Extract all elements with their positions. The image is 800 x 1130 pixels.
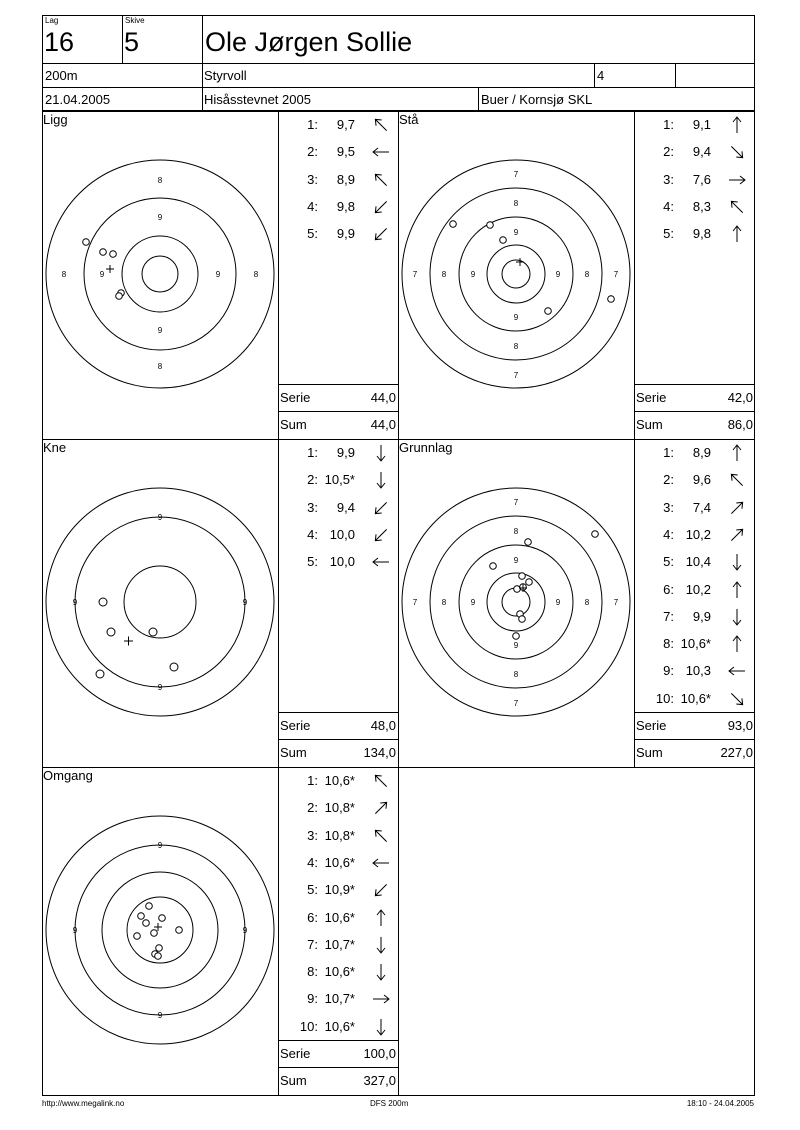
shot-row [634,609,754,627]
direction-arrow-icon [372,171,390,189]
shot-hole [151,930,158,937]
shot-number: 4: [663,526,674,542]
shot-hole [138,913,145,920]
shot-number: 9: [663,663,674,679]
header-divider [594,63,595,87]
shot-score: 10,5* [324,472,355,488]
ring-label: 8 [513,199,519,208]
shot-score: 9,7 [336,117,355,132]
shot-row [634,582,754,600]
direction-arrow-icon [728,471,746,489]
shot-hole [490,563,497,570]
footer-url: http://www.megalink.no [42,1099,125,1108]
shot-number: 2: [307,144,318,160]
direction-arrow-icon [728,526,746,544]
serie-value: 48,0 [370,718,396,733]
direction-arrow-icon [372,499,390,517]
ring-label: 9 [72,598,78,607]
direction-arrow-icon [728,444,746,462]
target-sta [398,126,634,436]
ring-label: 9 [555,598,561,607]
shot-row [278,828,398,846]
ring-label: 9 [157,213,163,222]
shot-row [634,663,754,681]
group-center-mark [516,258,524,266]
target-grunnlag [398,454,634,764]
shot-row [634,117,754,135]
ring-label: 7 [513,170,519,179]
ring-label: 9 [513,228,519,237]
shot-score: 10,6* [324,909,355,925]
direction-arrow-icon [372,1018,390,1036]
shot-number: 8: [663,636,674,652]
sum-label: Sum [636,745,663,760]
direction-arrow-icon [372,116,390,134]
shot-score: 9,4 [336,499,355,515]
grid-divider [278,739,398,740]
ring-label: 9 [555,270,561,279]
shot-row [634,636,754,654]
direction-arrow-icon [728,581,746,599]
event-name: Hisåsstevnet 2005 [204,92,311,107]
ring-label: 9 [513,641,519,650]
shot-hole [514,586,521,593]
shot-number: 4: [307,526,318,542]
footer-program: DFS 200m [370,1099,409,1108]
group-center-mark [106,265,114,273]
shot-hole [519,616,526,623]
ring-label: 9 [72,926,78,935]
shot-score: 7,4 [692,499,711,515]
serie-label: Serie [280,1046,311,1061]
shot-row [278,800,398,818]
shot-row [278,500,398,518]
shot-hole [487,222,494,229]
shot-number: 1: [663,117,674,132]
direction-arrow-icon [728,553,746,571]
shot-number: 6: [663,581,674,597]
shot-score: 10,0 [329,526,355,542]
serie-value: 44,0 [370,390,396,405]
shot-score: 10,4 [685,554,711,570]
section-title: Kne [43,440,67,455]
shot-number: 1: [307,773,318,788]
shot-row [278,773,398,791]
shot-hole [156,945,163,952]
sum-value: 134,0 [363,745,396,760]
shot-hole [149,628,157,636]
shot-score: 9,6 [692,472,711,488]
section-title: Ligg [43,112,68,127]
shot-hole [146,903,153,910]
ring-label: 7 [613,270,619,279]
section-title: Grunnlag [399,440,453,455]
ring-label: 9 [470,270,476,279]
ring-label: 8 [513,527,519,536]
shot-score: 8,9 [336,171,355,187]
section-title: Omgang [43,768,93,783]
shot-hole [519,573,526,580]
shot-row [278,991,398,1009]
shot-row [634,691,754,709]
shot-row [278,937,398,955]
sum-label: Sum [636,417,663,432]
shot-row [278,910,398,928]
grid-divider [634,739,755,740]
shot-hole [159,915,166,922]
direction-arrow-icon [728,635,746,653]
shot-number: 10: [299,1018,318,1034]
shot-row [634,500,754,518]
direction-arrow-icon [372,854,390,872]
shot-number: 3: [307,499,318,515]
skive-value: 5 [124,27,140,57]
shot-number: 3: [307,827,318,843]
direction-arrow-icon [372,526,390,544]
direction-arrow-icon [728,143,746,161]
group-center-mark [124,637,133,646]
ring-label: 7 [513,498,519,507]
shot-number: 4: [307,198,318,214]
shot-hole [170,663,178,671]
serie-label: Serie [636,390,667,405]
ring-label: 7 [412,598,418,607]
direction-arrow-icon [728,499,746,517]
shot-row [278,117,398,135]
direction-arrow-icon [372,881,390,899]
shot-row [634,226,754,244]
shot-score: 10,7* [324,991,355,1007]
ring-label: 9 [242,598,248,607]
shot-score: 10,2 [685,526,711,542]
serie-label: Serie [280,390,311,405]
grid-divider [278,1067,398,1068]
direction-arrow-icon [372,471,390,489]
shot-hole [143,920,150,927]
shot-hole [545,308,552,315]
shot-hole [83,239,90,246]
direction-arrow-icon [372,553,390,571]
shot-row [278,199,398,217]
shot-hole [116,293,123,300]
direction-arrow-icon [728,225,746,243]
direction-arrow-icon [372,909,390,927]
shot-score: 10,6* [680,690,711,706]
direction-arrow-icon [372,198,390,216]
skive-label: Skive [125,16,145,25]
shot-number: 5: [307,554,318,570]
ring-label: 8 [584,598,590,607]
ring-label: 9 [215,270,221,279]
shot-hole [134,933,141,940]
direction-arrow-icon [728,171,746,189]
ring-label: 9 [157,326,163,335]
direction-arrow-icon [372,936,390,954]
ring-label: 9 [513,313,519,322]
shot-row [278,445,398,463]
ring-label: 8 [441,270,447,279]
sum-value: 227,0 [720,745,753,760]
shot-score: 9,1 [692,117,711,132]
serie-label: Serie [636,718,667,733]
ring-label: 9 [157,1011,163,1020]
shot-hole [608,296,615,303]
shot-number: 2: [663,144,674,160]
section-title: Stå [399,112,419,127]
shot-row [634,172,754,190]
ring-label: 8 [584,270,590,279]
shot-row [634,199,754,217]
direction-arrow-icon [728,608,746,626]
ring-label: 9 [157,841,163,850]
ring-label: 9 [470,598,476,607]
shot-row [278,882,398,900]
shot-hole [450,221,457,228]
direction-arrow-icon [372,799,390,817]
shot-number: 5: [307,226,318,242]
shot-number: 7: [663,608,674,624]
shot-number: 3: [663,171,674,187]
header-divider [42,63,755,64]
shot-score: 8,9 [692,445,711,460]
ring-label: 7 [513,371,519,380]
shot-hole [155,953,162,960]
shot-hole [592,531,599,538]
direction-arrow-icon [728,690,746,708]
shot-score: 10,7* [324,936,355,952]
ring-label: 9 [513,556,519,565]
shot-hole [513,633,520,640]
shot-row [278,144,398,162]
shot-hole [99,598,107,606]
header-divider [42,87,755,88]
serie-value: 100,0 [363,1046,396,1061]
shot-score: 9,9 [336,445,355,460]
ring-label: 7 [412,270,418,279]
club-name: Buer / Kornsjø SKL [481,92,593,107]
ring-label: 8 [441,598,447,607]
shot-number: 6: [307,909,318,925]
shot-number: 8: [307,964,318,980]
shot-number: 4: [307,854,318,870]
shot-score: 10,3 [685,663,711,679]
shot-score: 10,8* [324,827,355,843]
class-name: Styrvoll [204,68,247,83]
serie-label: Serie [280,718,311,733]
grid-divider [398,767,399,1096]
direction-arrow-icon [372,772,390,790]
shot-score: 7,6 [692,171,711,187]
ring-label: 9 [157,683,163,692]
serie-value: 93,0 [727,718,753,733]
shooter-name: Ole Jørgen Sollie [205,27,413,57]
sum-value: 44,0 [370,417,396,432]
distance: 200m [45,68,78,83]
target-omgang [42,782,278,1092]
direction-arrow-icon [372,444,390,462]
target-ligg [42,126,278,436]
shot-score: 9,9 [692,608,711,624]
grid-divider [278,384,398,385]
shot-number: 9: [307,991,318,1007]
serie-value: 42,0 [727,390,753,405]
header-divider [675,63,676,87]
shot-row [278,1019,398,1037]
shot-score: 8,3 [692,198,711,214]
shot-score: 9,9 [336,226,355,242]
grid-divider [278,411,398,412]
ring-label: 8 [157,176,163,185]
shot-hole [100,249,107,256]
header-divider [122,15,123,63]
shot-hole [500,237,507,244]
shot-score: 10,8* [324,800,355,816]
shot-number: 7: [307,936,318,952]
shot-score: 10,6* [324,773,355,788]
shot-hole [525,539,532,546]
direction-arrow-icon [372,827,390,845]
grid-divider [634,384,755,385]
shot-hole [107,628,115,636]
shot-score: 10,2 [685,581,711,597]
sum-value: 86,0 [727,417,753,432]
direction-arrow-icon [372,143,390,161]
shot-score: 10,6* [324,1018,355,1034]
lag-value: 16 [44,27,75,57]
ring-label: 9 [99,270,105,279]
shot-row [278,554,398,572]
ring-label: 9 [242,926,248,935]
grid-divider [278,712,398,713]
grid-divider [634,712,755,713]
shot-row [634,472,754,490]
ring-label: 7 [613,598,619,607]
footer-timestamp: 18:10 - 24.04.2005 [686,1099,754,1108]
grid-divider [634,411,755,412]
shot-number: 1: [307,445,318,460]
shot-row [634,527,754,545]
shot-score: 10,6* [324,964,355,980]
shot-hole [96,670,104,678]
shot-number: 2: [307,472,318,488]
shot-number: 4: [663,198,674,214]
shot-score: 10,9* [324,882,355,898]
shot-row [278,172,398,190]
shot-row [278,855,398,873]
grid-divider [278,1040,398,1041]
direction-arrow-icon [372,225,390,243]
date: 21.04.2005 [45,92,111,107]
shot-number: 2: [663,472,674,488]
shot-score: 10,0 [329,554,355,570]
sum-label: Sum [280,1073,307,1088]
ring-label: 8 [513,670,519,679]
sum-label: Sum [280,417,307,432]
ring-label: 8 [157,362,163,371]
direction-arrow-icon [728,116,746,134]
sum-value: 327,0 [363,1073,396,1088]
shot-row [634,445,754,463]
direction-arrow-icon [728,198,746,216]
shot-number: 2: [307,800,318,816]
shot-score: 10,6* [680,636,711,652]
direction-arrow-icon [728,662,746,680]
shot-score: 10,6* [324,854,355,870]
header-divider [478,87,479,111]
direction-arrow-icon [372,963,390,981]
ring-label: 7 [513,699,519,708]
shot-score: 9,4 [692,144,711,160]
shot-number: 5: [663,554,674,570]
shot-hole [110,251,117,258]
shot-row [278,964,398,982]
shot-score: 9,5 [336,144,355,160]
shot-number: 5: [663,226,674,242]
shot-number: 5: [307,882,318,898]
shot-row [634,554,754,572]
class-code: 4 [597,68,605,83]
header-divider [202,15,203,111]
ring-label: 8 [61,270,67,279]
shot-number: 3: [307,171,318,187]
shot-number: 1: [307,117,318,132]
sum-label: Sum [280,745,307,760]
shot-number: 3: [663,499,674,515]
shot-score: 9,8 [692,226,711,242]
shot-hole [526,579,533,586]
target-kne [42,454,278,764]
shot-row [634,144,754,162]
shot-row [278,527,398,545]
shot-hole [176,927,183,934]
ring-label: 8 [513,342,519,351]
ring-label: 8 [253,270,259,279]
shot-row [278,226,398,244]
direction-arrow-icon [372,990,390,1008]
lag-label: Lag [45,16,59,25]
ring-label: 9 [157,513,163,522]
shot-number: 10: [655,690,674,706]
shot-score: 9,8 [336,198,355,214]
shot-number: 1: [663,445,674,460]
shot-row [278,472,398,490]
